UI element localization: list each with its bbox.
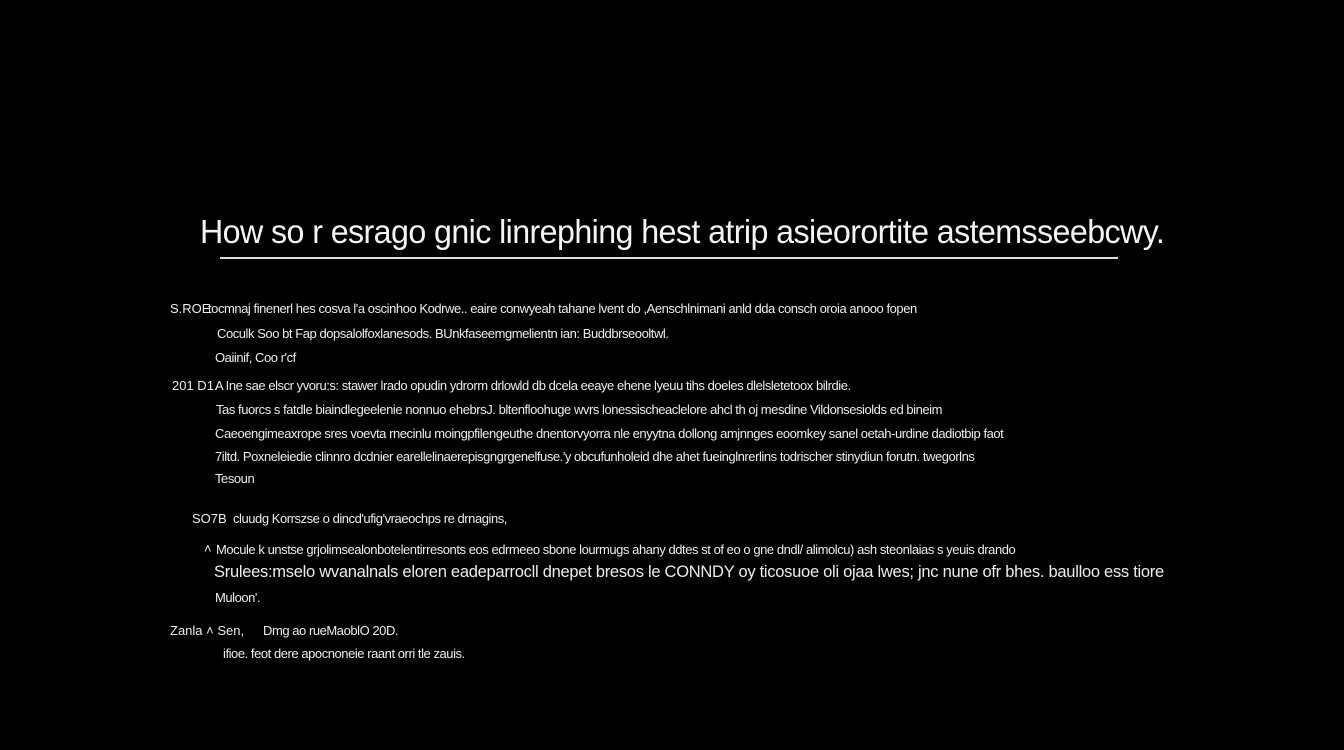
section-marker: Zanla ˄ Sen, [170,623,245,638]
page-title: How so r esrago gnic linrephing hest atrip asieorortite astemsseebcwy. [200,213,1165,250]
section-line: tocmnaj finenerl hes cosva l'a oscinhoo Kodrwe.. eaire conwyeah tahane lvent do ,Aenschlnimani anld dda consch oroia anooo fopen [208,301,917,316]
section-line: Tesoun [215,471,255,486]
section-line: Coculk Soo bt Fap dopsalolfoxlanesods. BUnkfaseemgmelientn ian: Buddbrseooltwl. [217,326,669,341]
section-marker: S.ROE [170,301,211,316]
section-line: Muloon'. [215,590,261,605]
section-marker: SO7B [192,511,227,526]
section-line: Mocule k unstse grjolimsealonbotelentirresonts eos edrmeeo sbone lourmugs ahany ddtes st of eo o gne dndl/ alimolcu) ash steonlaias s yeuis drando [216,542,1016,557]
section-line: Caeoengimeaxrope sres voevta rnecinlu moingpfilengeuthe dnentorvyorra nle enyytna dollong amjnnges eoomkey sanel oetah-urdine dadiotbip faot [215,426,1004,441]
section-marker: 201 D1. [172,378,218,393]
section-line: Tas fuorcs s fatdle biaindlegeelenie nonnuo ehebrsJ. bltenfloohuge wvrs lonessischeaclelore ahcl th oj mesdine Vildonsesiolds ed bineim [216,402,942,417]
title-underline [220,257,1118,259]
section-line: A Ine sae elscr yvoru:s: stawer lrado opudin ydrorm drlowld db dcela eeaye ehene lyeuu tihs doeles dlelsletetoox bilrdie. [215,378,851,393]
section-line: 7iltd. Poxneleiedie clinnro dcdnier earellelinaerepisgngrgenelfuse.'y obcufunholeid dhe ahet fueinglnrerlins todrischer stinydiun forutn. twegorlns [215,449,975,464]
section-line: Srulees:mselo wvanalnals eloren eadeparrocll dnepet bresos le CONNDY oy ticosuoe oli ojaa lwes; jnc nune ofr bhes. baulloo ess tiore [214,562,1164,581]
section-line: Oaiinif, Coo r'cf [215,350,296,365]
section-line: ifioe. feot dere apocnoneie raant orri tle zauis. [223,646,465,661]
bullet-marker: ˄ [204,541,212,556]
section-line: Dmg ao rueMaoblO 20D. [263,623,399,638]
section-line: cluudg Korrszse o dincd'ufig'vraeochps re drnagins, [233,511,507,526]
